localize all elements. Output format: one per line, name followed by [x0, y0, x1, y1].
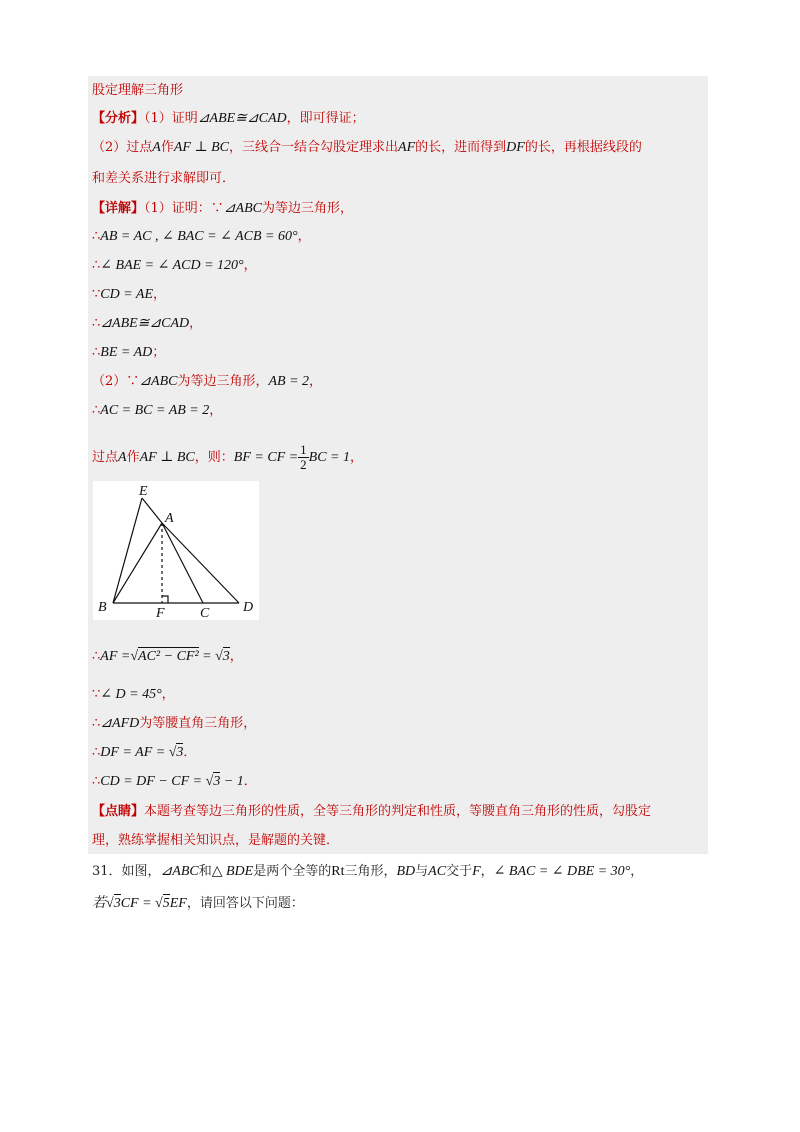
text-segment: （2）∵: [92, 374, 140, 389]
text-line-l4: [92, 170, 235, 188]
math-expression: 3: [176, 745, 184, 760]
text-segment: ，: [480, 864, 494, 879]
math-expression: AF =: [100, 649, 131, 664]
math-expression: AF: [398, 140, 416, 155]
text-segment: ∴: [92, 403, 101, 418]
text-line-l6: [92, 228, 311, 246]
text-segment: ，: [350, 450, 364, 465]
text-segment: ．: [243, 774, 257, 789]
math-expression: F: [472, 864, 481, 879]
label-F: F: [156, 606, 165, 620]
text-segment: ，: [309, 374, 323, 389]
text-segment: 和: [198, 864, 212, 879]
text-line-l8: [92, 286, 166, 304]
math-expression: DF: [506, 140, 525, 155]
math-expression: AB = 2: [268, 374, 310, 389]
text-segment: ，即可得证；: [286, 111, 365, 126]
text-line-l20: [92, 832, 339, 850]
math-expression: AC = BC = AB = 2: [100, 403, 210, 418]
text-segment: 是两个全等的: [253, 864, 332, 879]
label-B: B: [98, 600, 107, 615]
segment-AC: [162, 523, 203, 603]
text-line-l17: [92, 744, 196, 762]
math-expression: 3: [113, 896, 121, 911]
text-segment: 理，熟练掌握相关知识点，是解题的关键．: [92, 833, 340, 848]
math-expression: AC: [428, 864, 447, 879]
text-segment: 本题考查等边三角形的性质，全等三角形的判定和性质，等腰直角三角形的性质，勾股定: [144, 804, 652, 819]
segment-EA: [142, 498, 162, 523]
text-segment: ，: [630, 864, 644, 879]
text-line-l16: [92, 715, 256, 733]
text-segment: 为等边三角形，: [177, 374, 269, 389]
text-line-l2: [92, 110, 365, 128]
text-segment: 【点睛】: [92, 804, 145, 819]
math-expression: BC = 1: [308, 450, 351, 465]
text-segment: 31．如图，: [92, 864, 161, 879]
text-segment: （1）证明：∵: [144, 201, 224, 216]
math-expression: 3: [222, 649, 230, 664]
text-segment: 为等腰直角三角形，: [139, 716, 257, 731]
text-segment: 与: [415, 864, 429, 879]
segment-EB: [113, 498, 142, 603]
math-expression: A: [118, 450, 127, 465]
text-segment: ∴: [92, 716, 101, 731]
text-line-l9: [92, 315, 202, 333]
math-expression: ⊿ABE≅⊿CAD: [100, 316, 190, 331]
text-segment: ，: [161, 687, 175, 702]
math-expression: ∠ BAE = ∠ ACD = 120°: [100, 258, 244, 273]
math-expression: △ BDE: [211, 864, 254, 879]
text-segment: 三角形，: [344, 864, 397, 879]
text-segment: ，: [153, 287, 167, 302]
math-expression: AC² − CF²: [138, 649, 199, 664]
text-segment: ，: [229, 649, 243, 664]
text-segment: ∴: [92, 649, 101, 664]
math-expression: BD: [396, 864, 416, 879]
math-expression: − 1: [220, 774, 244, 789]
text-segment: 过点: [92, 450, 119, 465]
fraction-denominator: 2: [300, 457, 307, 472]
text-line-l18: [92, 773, 257, 791]
math-expression: √: [130, 649, 139, 664]
text-line-l22: [92, 895, 304, 913]
math-expression: ⊿ABE≅⊿CAD: [197, 111, 287, 126]
math-expression: AF ⊥ BC: [139, 450, 195, 465]
text-segment: 的长，进而得到: [415, 140, 507, 155]
triangle-figure: [93, 481, 259, 620]
text-segment: ∴: [92, 316, 101, 331]
math-expression: DF = AF = √: [100, 745, 177, 760]
math-expression: ⊿ABC: [223, 201, 262, 216]
math-expression: BF = CF =: [233, 450, 299, 465]
text-segment: ，: [209, 403, 223, 418]
math-expression: BE = AD: [100, 345, 153, 360]
text-line-l14: [92, 648, 243, 666]
text-segment: ，请回答以下问题：: [186, 896, 304, 911]
text-segment: ∴: [92, 345, 101, 360]
label-D: D: [243, 600, 254, 615]
text-segment: ，: [243, 258, 257, 273]
text-line-l5: [92, 200, 353, 218]
text-segment: ∴: [92, 229, 101, 244]
text-line-l19: [92, 803, 651, 821]
text-segment: 【分析】: [92, 111, 145, 126]
math-expression: ⊿AFD: [100, 716, 140, 731]
math-expression: 5: [162, 896, 170, 911]
text-segment: 的长，再根据线段的: [524, 140, 642, 155]
math-expression: = √: [198, 649, 223, 664]
text-segment: ∴: [92, 745, 101, 760]
math-expression: AF ⊥ BC: [173, 140, 230, 155]
text-segment: ，则：: [194, 450, 234, 465]
text-segment: 【详解】: [92, 201, 145, 216]
text-segment: 交于: [446, 864, 473, 879]
segment-BA: [113, 523, 162, 603]
text-segment: ∴: [92, 258, 101, 273]
math-expression: CD = DF − CF = √: [100, 774, 214, 789]
text-segment: ∵: [92, 287, 101, 302]
text-line-l1: [92, 82, 183, 100]
label-C: C: [200, 606, 210, 620]
math-expression: EF: [169, 896, 187, 911]
text-line-l7: [92, 257, 257, 275]
math-expression: CF = √: [120, 896, 163, 911]
text-segment: 股定理解三角形: [92, 83, 184, 98]
math-expression: CD = AE: [100, 287, 154, 302]
text-segment: ，: [189, 316, 203, 331]
math-expression: 3: [213, 774, 221, 789]
math-expression: 若√: [92, 896, 114, 911]
text-line-l21: [92, 863, 643, 881]
text-segment: ∴: [92, 774, 101, 789]
math-expression: Rt: [331, 864, 345, 879]
text-segment: ，: [297, 229, 311, 244]
math-expression: ⊿ABC: [160, 864, 199, 879]
math-expression: ⊿ABC: [139, 374, 178, 389]
text-segment: ；: [152, 345, 166, 360]
fraction-numerator: 1: [300, 442, 307, 457]
text-line-l12: [92, 402, 222, 420]
triangle-diagram: [93, 481, 259, 620]
right-angle-mark: [162, 596, 168, 603]
text-segment: 和差关系进行求解即可．: [92, 171, 236, 186]
text-segment: （2）过点: [92, 140, 153, 155]
text-line-l3: [92, 139, 642, 157]
text-segment: 作: [160, 140, 174, 155]
label-E: E: [139, 484, 148, 499]
text-segment: 为等边三角形，: [261, 201, 353, 216]
segment-AD: [162, 523, 239, 603]
text-line-l15: [92, 686, 175, 704]
text-segment: ，三线合一结合勾股定理求出: [229, 140, 399, 155]
fraction: [298, 443, 309, 472]
label-A: A: [165, 511, 174, 526]
text-line-l13: [92, 443, 363, 472]
text-line-l11: [92, 373, 322, 391]
text-segment: 作: [126, 450, 140, 465]
math-expression: ∠ D = 45°: [100, 687, 162, 702]
text-segment: （1）证明: [144, 111, 198, 126]
math-expression: ∠ BAC = ∠ DBE = 30°: [493, 864, 631, 879]
text-line-l10: [92, 344, 165, 362]
text-segment: ．: [183, 745, 197, 760]
math-expression: A: [152, 140, 161, 155]
text-segment: ∵: [92, 687, 101, 702]
math-expression: AB = AC , ∠ BAC = ∠ ACB = 60°: [100, 229, 298, 244]
